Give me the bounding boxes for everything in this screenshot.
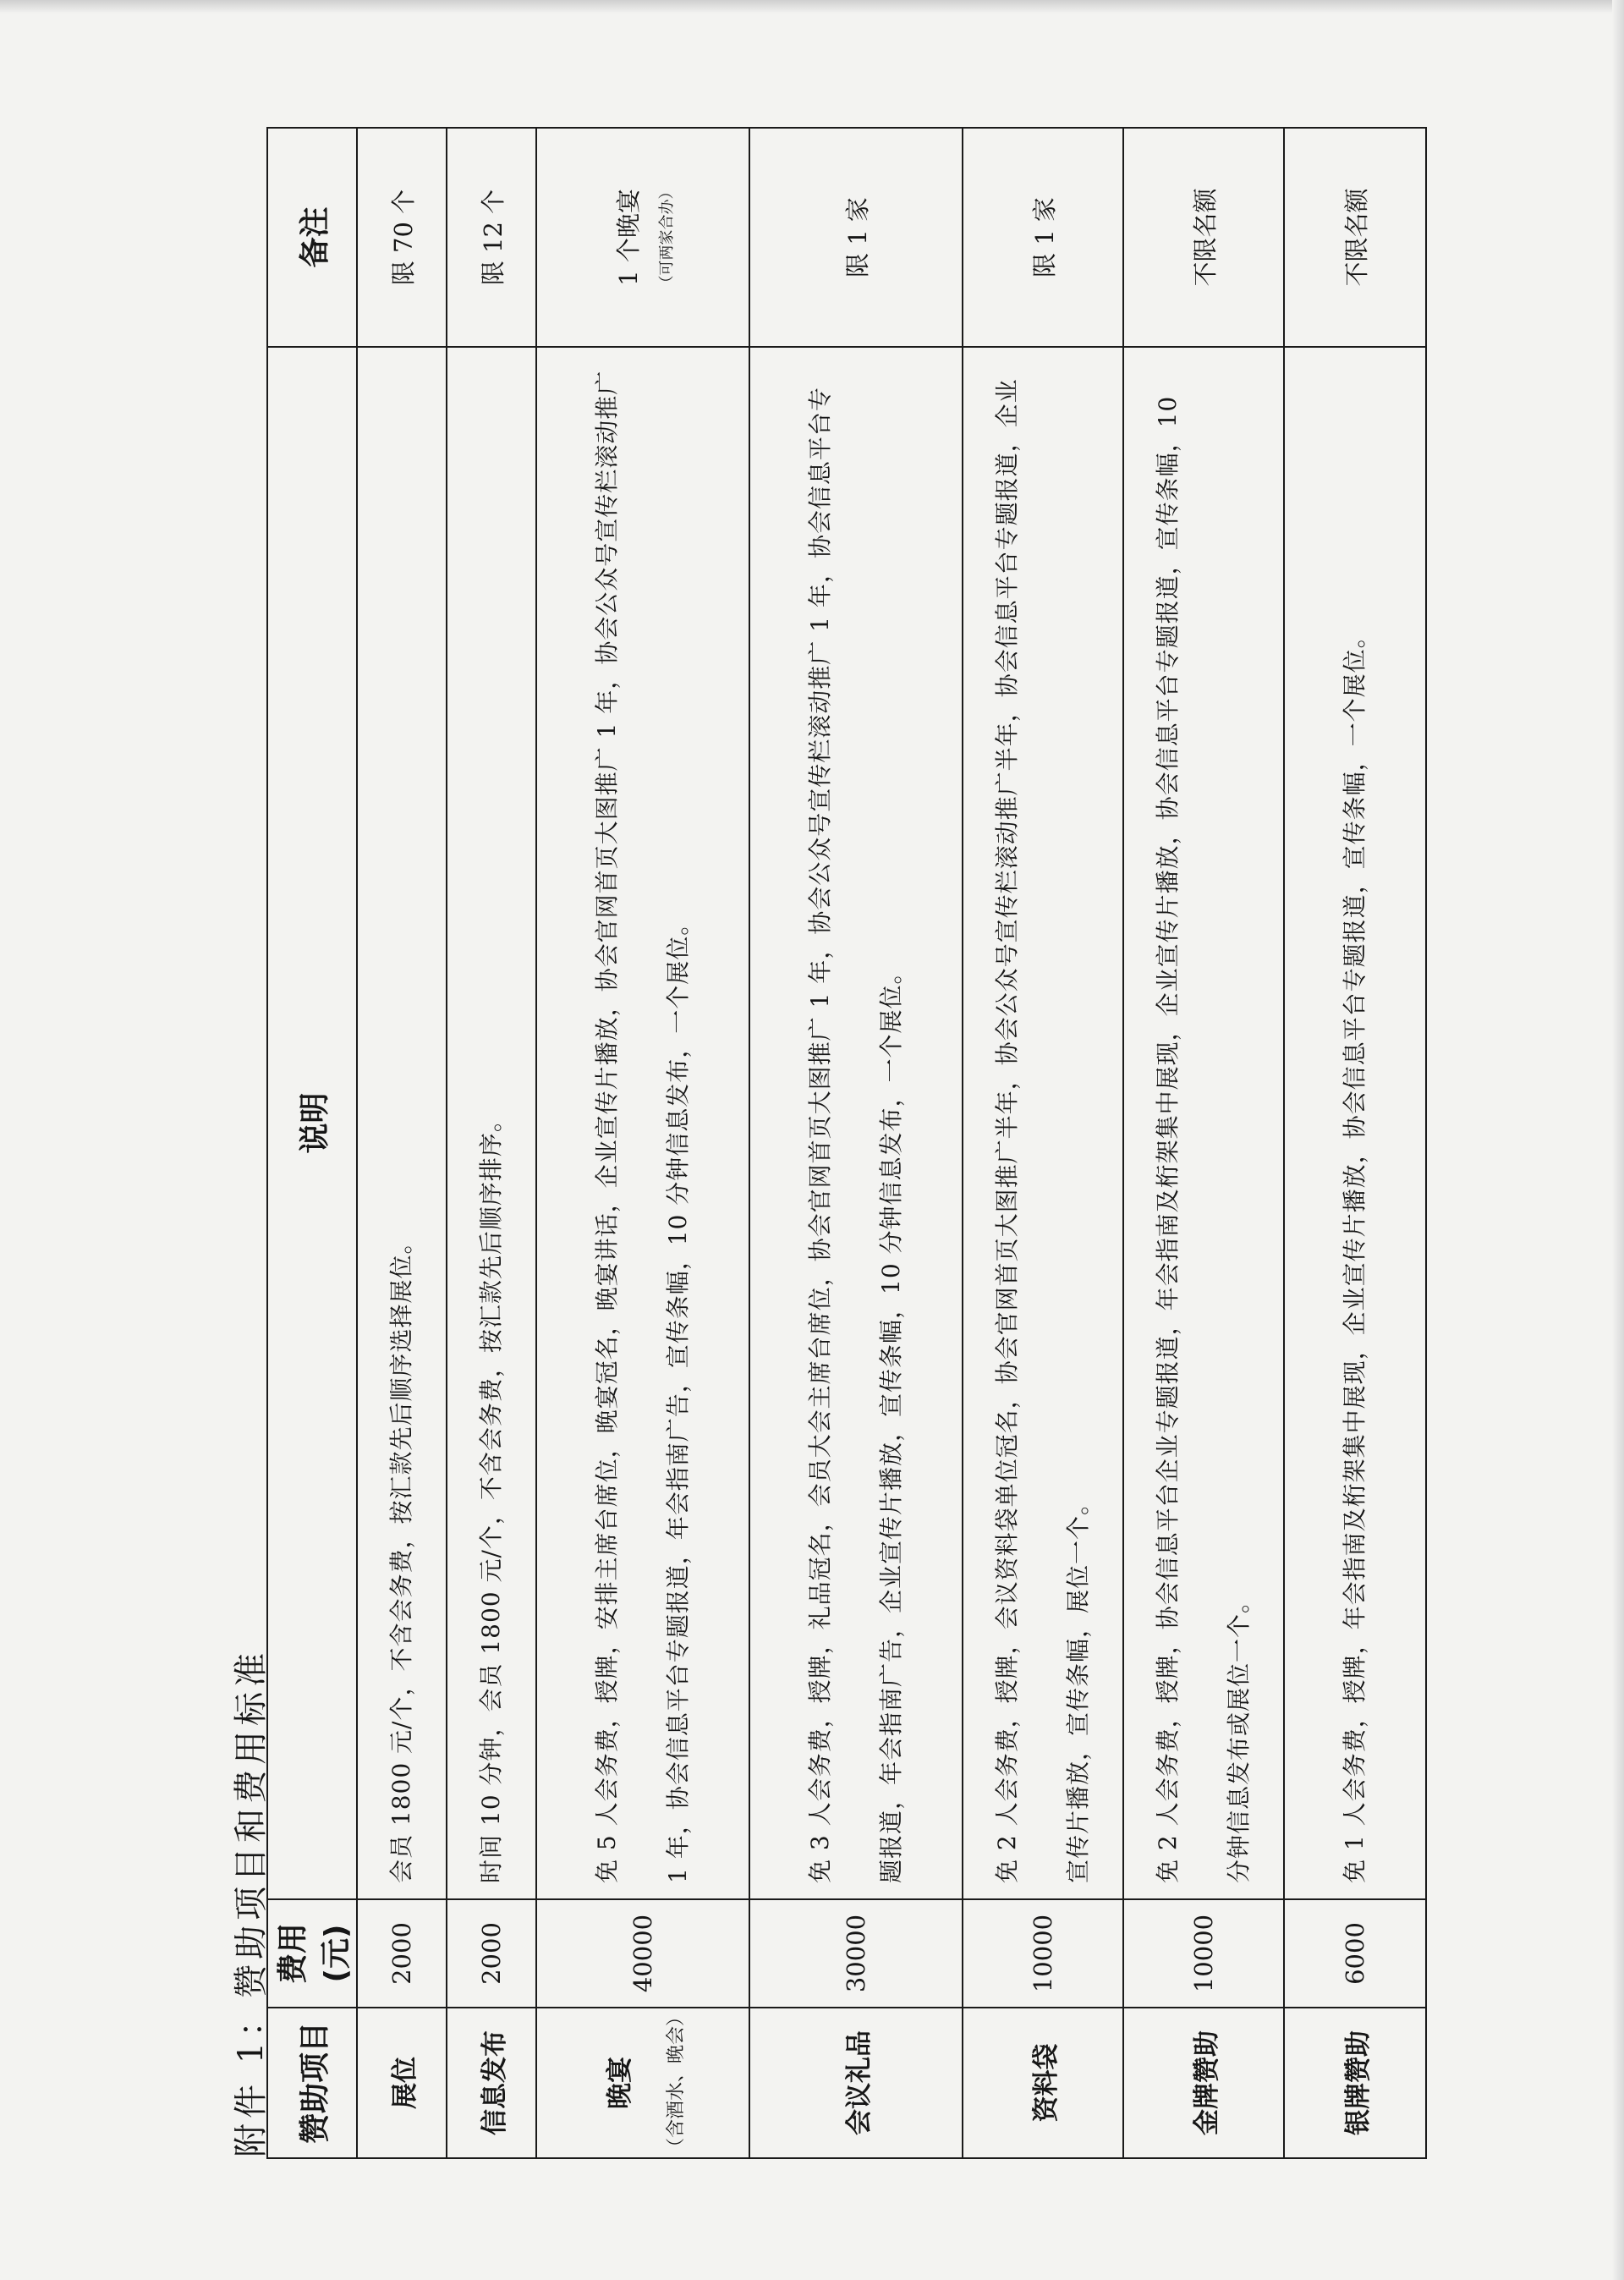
table-row: [357, 128, 447, 2158]
row-fee: 10000: [963, 1899, 1123, 2008]
row-fee: 6000: [1284, 1899, 1426, 2008]
row-note-sub: （可两家合办）: [657, 184, 676, 291]
row-desc: 免 5 人会务费，授牌，安排主席台席位，晚宴冠名，晚宴讲话，企业宣传片播放，协会官网首页大图推广 1 年，协会公众号宣传栏滚动推广 1 年，协会信息平台专题报道，年会指南广告，宣传条幅，10 分钟信息发布，一个展位。: [536, 347, 749, 1899]
table-row: [749, 128, 963, 2158]
table-row: [1123, 128, 1284, 2158]
row-note: 限 70 个: [357, 128, 447, 347]
row-note: 限 12 个: [447, 128, 536, 347]
document-title: 附件 1：赞助项目和费用标准: [232, 1647, 271, 2157]
row-item: 资料袋: [963, 2008, 1123, 2158]
row-fee: 2000: [357, 1899, 447, 2008]
row-fee: 2000: [447, 1899, 536, 2008]
table-row: [963, 128, 1123, 2158]
row-item: 展位: [357, 2008, 447, 2158]
row-note: 1 个晚宴: [613, 189, 643, 286]
header-note: 备注: [267, 128, 357, 347]
header-row: [267, 128, 357, 2158]
row-item-sub: （含酒水、晚会）: [666, 2007, 687, 2156]
table-row: [447, 128, 536, 2158]
row-note: 限 1 家: [749, 128, 963, 347]
table-row: [1284, 128, 1426, 2158]
row-item-cell: [536, 2008, 749, 2158]
row-note-cell: [536, 128, 749, 347]
row-desc: 会员 1800 元/个，不含会务费，按汇款先后顺序选择展位。: [357, 347, 447, 1899]
row-item: 银牌赞助: [1284, 2008, 1426, 2158]
row-item: 会议礼品: [749, 2008, 963, 2158]
row-fee: 30000: [749, 1899, 963, 2008]
table-row: [536, 128, 749, 2158]
row-fee: 40000: [536, 1899, 749, 2008]
row-item: 晚宴: [605, 2057, 635, 2109]
sponsorship-table: [266, 127, 1427, 2159]
row-note: 不限名额: [1123, 128, 1284, 347]
row-item: 信息发布: [447, 2008, 536, 2158]
row-note: 限 1 家: [963, 128, 1123, 347]
row-desc: 免 2 人会务费，授牌，协会信息平台企业专题报道，年会指南及桁架集中展现，企业宣传片播放，协会信息平台专题报道，宣传条幅，10 分钟信息发布或展位一个。: [1123, 347, 1284, 1899]
header-fee: 费用(元): [267, 1899, 357, 2008]
row-desc: 免 2 人会务费，授牌，会议资料袋单位冠名，协会官网首页大图推广半年，协会公众号宣传栏滚动推广半年，协会信息平台专题报道，企业宣传片播放，宣传条幅，展位一个。: [963, 347, 1123, 1899]
row-note: 不限名额: [1284, 128, 1426, 347]
row-desc: 免 3 人会务费，授牌，礼品冠名，会员大会主席台席位，协会官网首页大图推广 1 年，协会公众号宣传栏滚动推广 1 年，协会信息平台专题报道，年会指南广告，企业宣传片播放，宣传条幅，10 分钟信息发布，一个展位。: [749, 347, 963, 1899]
row-item: 金牌赞助: [1123, 2008, 1284, 2158]
row-desc: 免 1 人会务费，授牌，年会指南及桁架集中展现，企业宣传片播放，协会信息平台专题报道，宣传条幅，一个展位。: [1284, 347, 1426, 1899]
row-fee: 10000: [1123, 1899, 1284, 2008]
row-desc: 时间 10 分钟，会员 1800 元/个，不含会务费，按汇款先后顺序排序。: [447, 347, 536, 1899]
header-desc: 说明: [267, 347, 357, 1899]
header-item: 赞助项目: [267, 2008, 357, 2158]
